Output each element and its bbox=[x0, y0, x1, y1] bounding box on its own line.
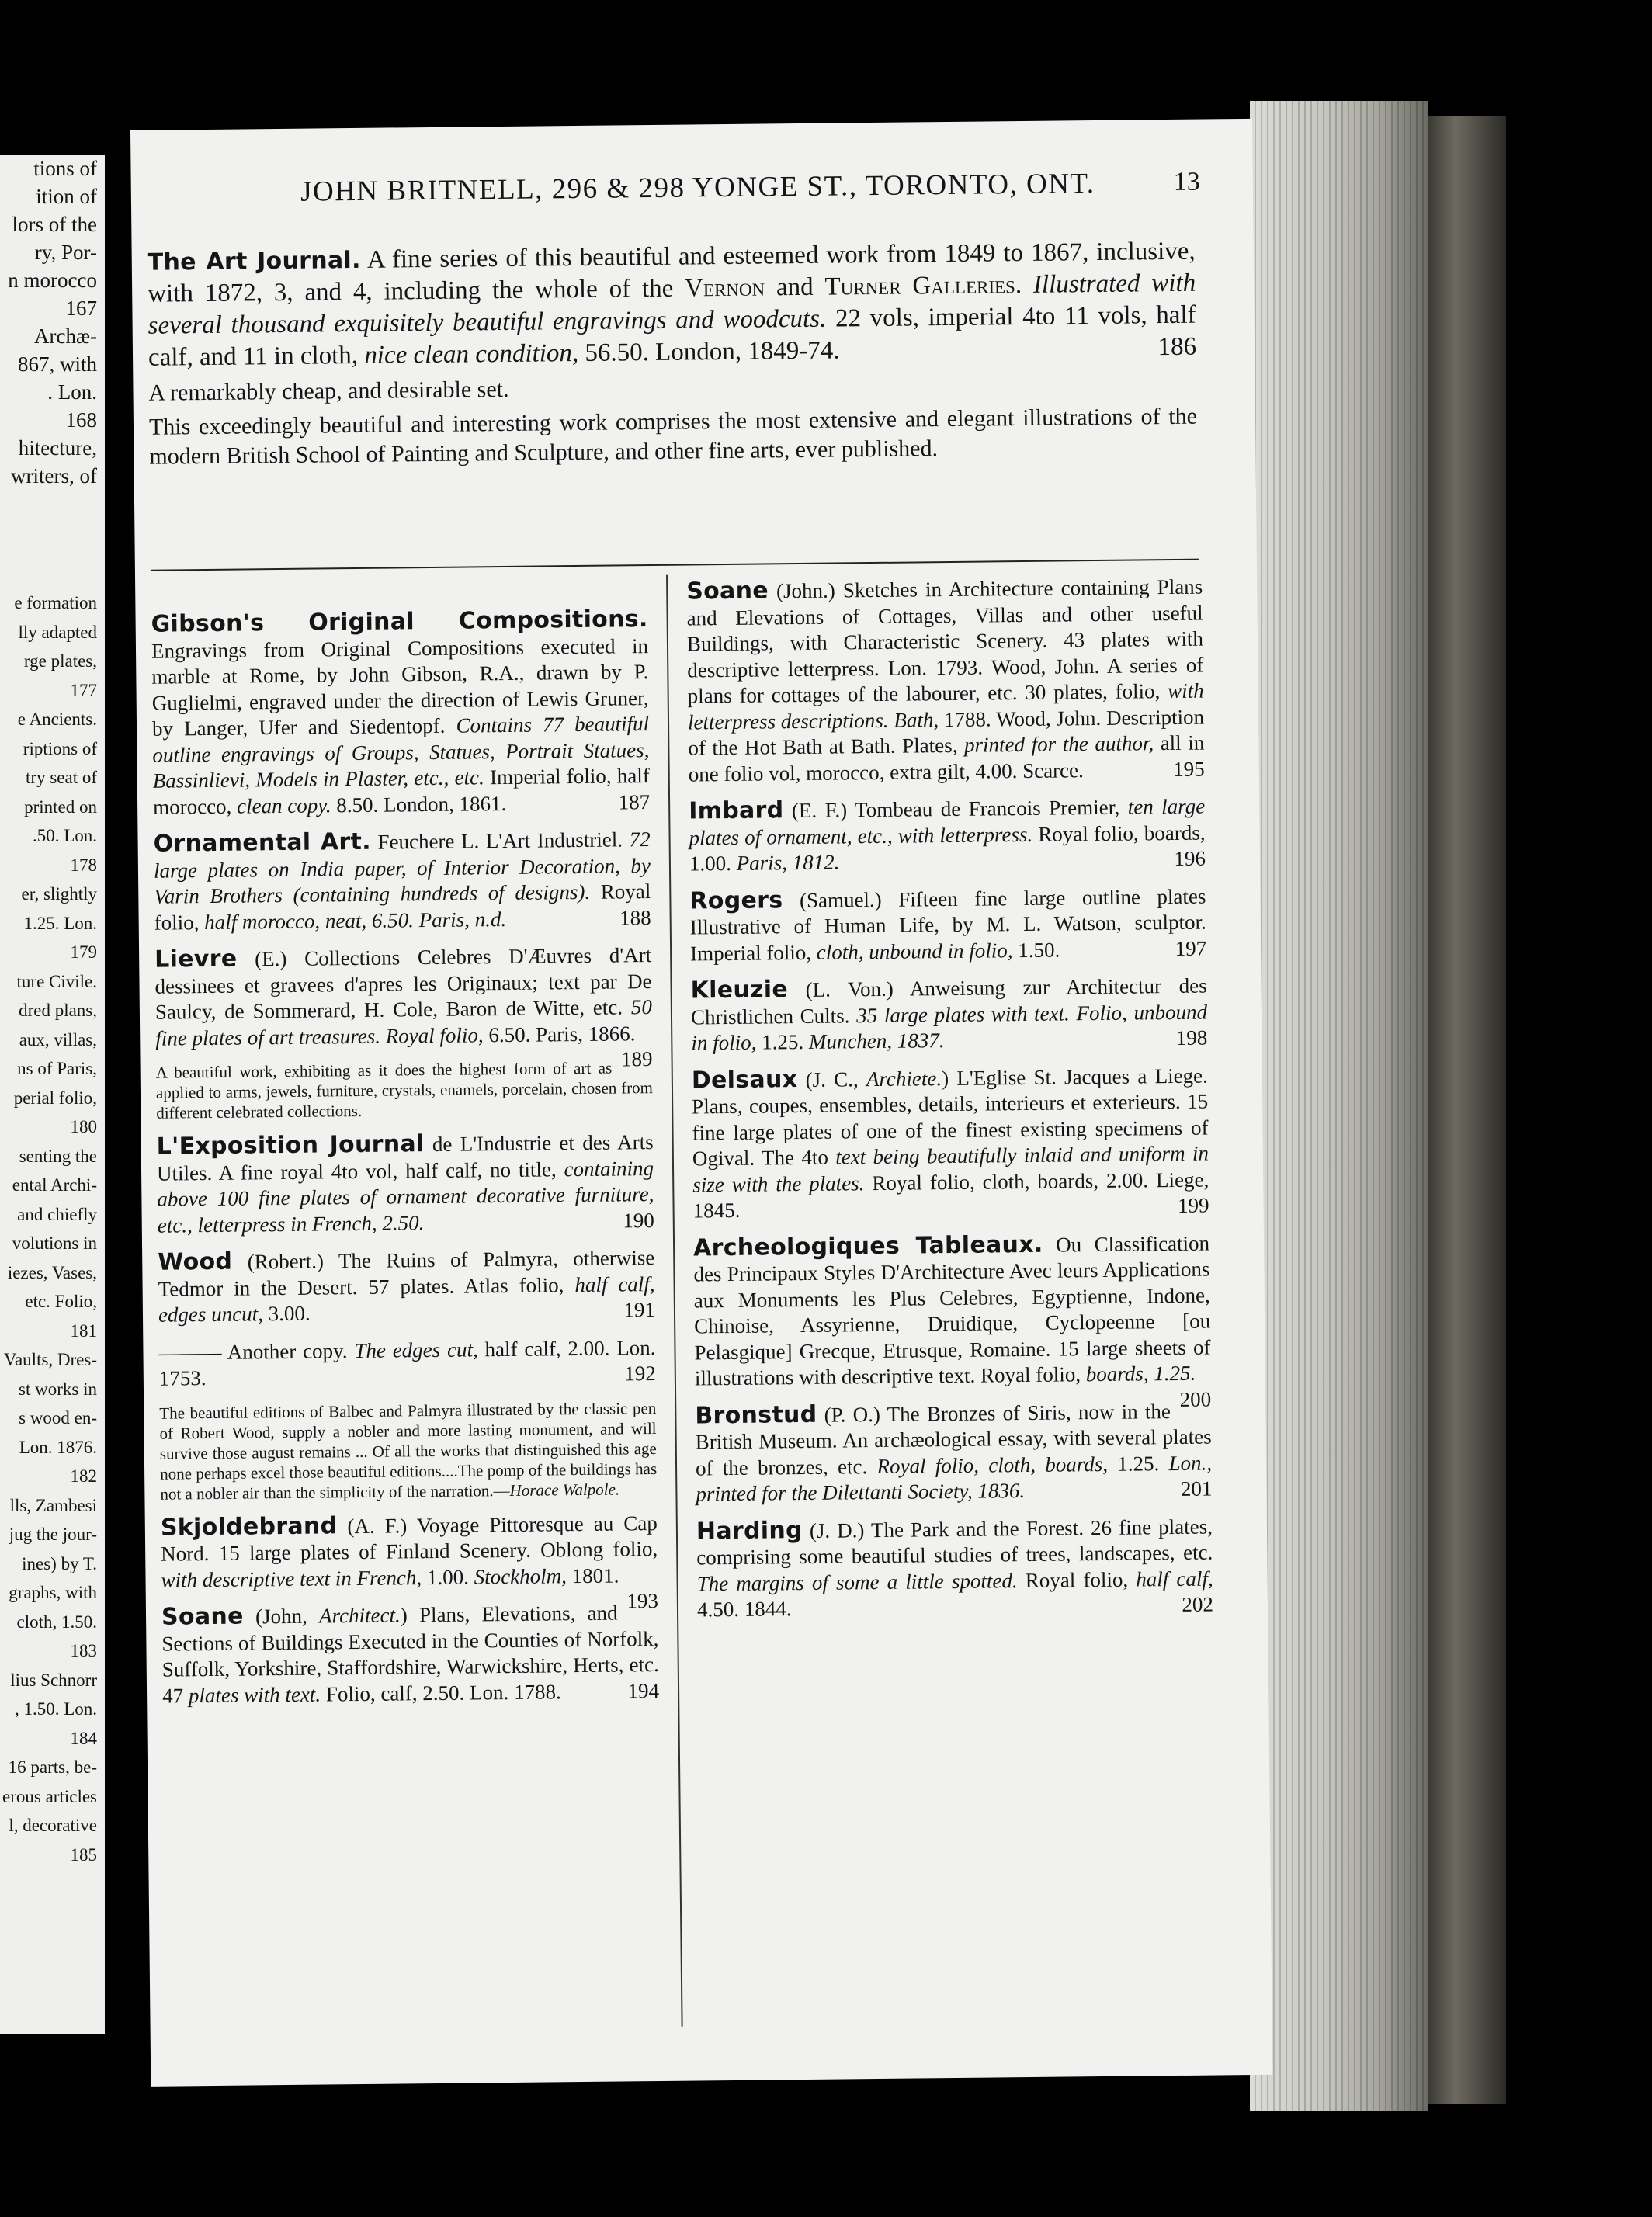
fragment-line: e Ancients. bbox=[17, 710, 97, 729]
fragment-line: ition of bbox=[36, 185, 97, 208]
lot-number: 190 bbox=[623, 1208, 654, 1232]
previous-page-fragment bbox=[0, 155, 105, 2034]
entry-note bbox=[159, 1397, 657, 1504]
catalogue-entry bbox=[689, 793, 1206, 877]
fragment-line: dred plans, bbox=[19, 1001, 97, 1020]
entry-heading: Harding bbox=[696, 1516, 803, 1545]
right-column bbox=[686, 574, 1213, 1634]
lead-entry bbox=[148, 236, 1198, 472]
fragment-line: 177 bbox=[70, 680, 97, 700]
entry-text: 1.00. bbox=[422, 1564, 474, 1589]
entry-text: 1.50. bbox=[1012, 938, 1060, 962]
lot-number: 198 bbox=[1175, 1025, 1208, 1050]
entry-heading: Archeologiques Tableaux. bbox=[692, 1230, 1043, 1261]
fragment-line: er, slightly bbox=[21, 884, 97, 904]
fragment-line: 181 bbox=[70, 1320, 97, 1341]
lot-number: 192 bbox=[624, 1362, 656, 1386]
entry-text: 35 large plates with text. Folio, unbound in folio, bbox=[691, 1000, 1208, 1055]
entry-text: clean copy. bbox=[236, 793, 331, 818]
note-text: A beautiful work, exhibiting as it does the highest form of art as applied to arms, jewels, furniture, crystals, enamels, porcelain, chosen from different celebrated collections. bbox=[155, 1058, 654, 1122]
fragment-line: ines) by T. bbox=[22, 1553, 97, 1573]
fragment-line: aux, villas, bbox=[19, 1029, 97, 1050]
lot-number: 201 bbox=[1180, 1476, 1213, 1501]
entry-text: (Samuel.) Fifteen fine large outline plates Illustrative of Human Life, by M. L. Watson, sculptor. Imperial folio, bbox=[689, 884, 1206, 966]
catalogue-entry bbox=[151, 606, 650, 821]
entry-text: Illustrated with several thousand exquisitely beautiful engravings and woodcuts. bbox=[148, 269, 1196, 340]
entry-text: Feuchere L. L'Art Industriel. bbox=[370, 827, 630, 854]
entry-text: nice clean condition bbox=[364, 339, 573, 370]
entry-text: Paris, 1812. bbox=[736, 850, 840, 875]
fragment-line: 1.25. Lon. bbox=[23, 913, 97, 933]
entry-text: 1.25. bbox=[756, 1029, 810, 1054]
entry-heading: The Art Journal. bbox=[147, 246, 361, 276]
catalogue-entry bbox=[689, 883, 1206, 966]
fragment-line: perial folio, bbox=[13, 1088, 97, 1108]
fragment-line: , 1.50. Lon. bbox=[14, 1699, 97, 1719]
catalogue-entry bbox=[692, 1230, 1212, 1411]
entry-text: half morocco, neat, 6.50. Paris, n.d. bbox=[204, 907, 507, 934]
entry-note: A remarkably cheap, and desirable set. bbox=[148, 376, 509, 406]
fragment-line: Vaults, Dres- bbox=[3, 1350, 97, 1369]
fragment-line: ental Archi- bbox=[12, 1175, 97, 1195]
entry-text: 1788. Wood, John. Description of the Hot Bath at Bath. Plates, bbox=[688, 705, 1205, 760]
entry-heading: L'Exposition Journal bbox=[156, 1130, 425, 1161]
entry-text: (J. C., bbox=[797, 1067, 867, 1091]
entry-note bbox=[156, 1057, 654, 1123]
entry-text: half calf, 2.00. Lon. 1753. bbox=[158, 1335, 656, 1390]
entry-text: Folio, calf, 2.50. Lon. 1788. bbox=[320, 1679, 561, 1706]
fragment-line: 182 bbox=[70, 1466, 97, 1486]
fragment-line: cloth, 1.50. bbox=[16, 1612, 97, 1632]
fragment-line: 185 bbox=[70, 1844, 97, 1865]
entry-text: Royal folio, bbox=[154, 880, 651, 935]
entry-text: Ou Classification des Principaux Styles D'Architecture Avec leurs Applications aux Monuments les Plus Celebres, Egyptienne, Indone, Chinoise, Assyrienne, Druidique, Cyclopeenne [ou Pelasgique] Grecque, Etrusque, Romaine. 15 large sheets of illustrations with descriptive text. Royal folio, bbox=[693, 1231, 1211, 1390]
note-text: The beautiful editions of Balbec and Palmyra illustrated by the classic pen of Robert Wood, supply a nobler and more lasting monument, and will survive those august remains ... Of all the works that distinguished this age none perhaps excel those beautiful editions....The pomp of the buildings has not a nobler air than the simplicity of the narration.— bbox=[159, 1398, 658, 1504]
fragment-line: lius Schnorr bbox=[10, 1670, 97, 1690]
entry-text: Imperial folio, half morocco, bbox=[152, 764, 650, 819]
fragment-line: 179 bbox=[70, 942, 97, 962]
fragment-line: Archæ- bbox=[34, 324, 97, 348]
book-spine bbox=[1428, 116, 1506, 2104]
lot-number: 193 bbox=[626, 1588, 659, 1613]
fragment-line: 180 bbox=[70, 1117, 97, 1136]
fragment-line: lls, Zambesi bbox=[9, 1495, 97, 1515]
lot-number: 199 bbox=[1177, 1193, 1210, 1217]
catalogue-entry bbox=[153, 826, 651, 936]
entry-text: (L. Von.) Anweisung zur Architectur des Christlichen Cults. bbox=[690, 973, 1207, 1029]
catalogue-entry bbox=[686, 574, 1205, 788]
entry-text: A fine series of this beautiful and esteemed work from 1849 to 1867, inclusive, with 1872, 3, and 4, including the whole of the bbox=[148, 237, 1196, 308]
entry-text: ——— Another copy. bbox=[158, 1338, 355, 1365]
fragment-line: hitecture, bbox=[18, 436, 97, 460]
entry-heading: Ornamental Art. bbox=[153, 827, 372, 858]
fragment-line: erous articles bbox=[2, 1786, 97, 1806]
fragment-line: try seat of bbox=[26, 768, 97, 787]
fragment-line: .50. Lon. bbox=[32, 826, 97, 845]
entry-text: (J. D.) The Park and the Forest. 26 fine plates, comprising some beautiful studies of trees, landscapes, etc. bbox=[696, 1514, 1213, 1570]
entry-text: 8.50. London, 1861. bbox=[331, 791, 507, 817]
entry-text: and bbox=[764, 272, 825, 302]
entry-text: 1801. bbox=[566, 1563, 620, 1587]
fragment-line: 16 parts, be- bbox=[8, 1757, 97, 1777]
entry-text: (John.) Sketches in Architecture containing Plans and Elevations of Cottages, Villas and other useful Buildings, with Characteristic Scenery. 43 plates with descriptive letterpress. Lon. 1793. Wood, John. A series of plans for cottages of the labourer, etc. 30 plates, folio, bbox=[686, 574, 1204, 708]
entry-heading: Gibson's Original Compositions. bbox=[151, 605, 648, 638]
entry-heading: Kleuzie bbox=[690, 976, 789, 1004]
entry-heading: Wood bbox=[158, 1247, 233, 1276]
entry-text: (E.) Collections Celebres D'Æuvres d'Art dessinees et gravees d'apres les Originaux; text par De Saulcy, de Sommerard, H. Cole, Baron de Witte, etc. bbox=[154, 943, 652, 1024]
entry-text: Royal folio, bbox=[1017, 1567, 1137, 1592]
entry-text: ) Plans, Elevations, and Sections of Buildings Executed in the Counties of Norfolk, Suffolk, Yorkshire, Staffordshire, Warwickshire, Herts, etc. 47 bbox=[161, 1601, 659, 1708]
fragment-line: 168 bbox=[65, 408, 97, 432]
entry-text: The edges cut, bbox=[354, 1337, 478, 1362]
fragment-line: 183 bbox=[70, 1641, 97, 1660]
entry-text: containing above 100 fine plates of ornament decorative furniture, etc., letterpress in French, 2.50. bbox=[157, 1156, 654, 1237]
note-author: Horace Walpole. bbox=[509, 1479, 620, 1500]
entry-text: (P. O.) The Bronzes of Siris, now in the British Museum. An archæological essay, with several plates of the bronzes, etc. bbox=[695, 1399, 1212, 1480]
catalogue-entry bbox=[158, 1244, 655, 1328]
entry-text: plates with text. bbox=[188, 1682, 321, 1707]
fragment-line: lors of the bbox=[12, 213, 97, 236]
lot-number: 191 bbox=[623, 1298, 656, 1322]
catalogue-page bbox=[130, 119, 1272, 2087]
entry-text: 3.00. bbox=[262, 1301, 311, 1326]
entry-heading: Lievre bbox=[154, 945, 238, 973]
entry-text: 72 large plates on India paper, of Interior Decoration, by Varin Brothers (containing hundreds of designs). bbox=[153, 827, 651, 908]
fragment-line: and chiefly bbox=[17, 1204, 97, 1224]
catalogue-entry bbox=[695, 1397, 1212, 1507]
lot-number: 196 bbox=[1174, 846, 1206, 870]
column-divider bbox=[666, 575, 683, 2027]
catalogue-entry bbox=[690, 973, 1207, 1056]
entry-heading: Rogers bbox=[689, 886, 783, 915]
running-head: JOHN BRITNELL, 296 & 298 YONGE ST., TORONTO, ONT. bbox=[300, 167, 1095, 208]
entry-text: Munchen, 1837. bbox=[808, 1029, 945, 1053]
entry-text: printed for the author, bbox=[963, 731, 1154, 757]
catalogue-entry bbox=[696, 1513, 1213, 1623]
entry-text: 4.50. 1844. bbox=[696, 1597, 792, 1622]
entry-text: , 56.50. London, 1849-74. bbox=[571, 336, 840, 368]
lot-number: 202 bbox=[1182, 1592, 1214, 1616]
entry-text: cloth, unbound in folio, bbox=[816, 938, 1013, 964]
fragment-line: s wood en- bbox=[19, 1408, 97, 1428]
entry-text: (Robert.) The Ruins of Palmyra, otherwise Tedmor in the Desert. 57 plates. Atlas folio, bbox=[158, 1246, 655, 1301]
fragment-line: l, decorative bbox=[9, 1816, 97, 1835]
catalogue-entry bbox=[692, 1062, 1210, 1224]
fragment-line: n morocco bbox=[8, 269, 97, 292]
fragment-line: st works in bbox=[19, 1379, 97, 1399]
entry-text: (John, bbox=[243, 1604, 320, 1629]
lot-number: 195 bbox=[1173, 757, 1205, 781]
entry-text: half calf, edges uncut, bbox=[158, 1272, 655, 1327]
fragment-line: ry, Por- bbox=[34, 241, 97, 264]
lot-number: 189 bbox=[620, 1047, 653, 1071]
entry-text: half calf, bbox=[1136, 1566, 1213, 1591]
catalogue-entry bbox=[158, 1334, 656, 1393]
fragment-line: jug the jour- bbox=[9, 1525, 97, 1544]
fragment-line: ture Civile. bbox=[16, 971, 97, 991]
entry-text: de L'Industrie et des Arts Utiles. A fine royal 4to vol, half calf, no title, bbox=[156, 1130, 654, 1185]
entry-text: Lon., printed for the Dilettanti Society, 1836. bbox=[696, 1451, 1213, 1506]
entry-text: with descriptive text in French, bbox=[161, 1565, 422, 1592]
entry-text: 6.50. Paris, 1866. bbox=[483, 1021, 636, 1046]
lot-number: 188 bbox=[619, 905, 651, 929]
section-rule bbox=[151, 559, 1199, 571]
entry-note: This exceedingly beautiful and interesting work comprises the most extensive and elegant illustrations of the modern British School of Painting and Sculpture, and other fine arts, ever published. bbox=[148, 403, 1198, 470]
fragment-line: 184 bbox=[70, 1728, 97, 1748]
entry-text: Stockholm, bbox=[474, 1563, 567, 1588]
entry-heading: Soane bbox=[161, 1602, 244, 1631]
catalogue-entry bbox=[160, 1509, 659, 1613]
entry-heading: Bronstud bbox=[695, 1400, 817, 1429]
entry-text: 22 vols, imperial 4to 11 vols, half calf, and 11 in cloth, bbox=[148, 300, 1196, 372]
entry-text: (A. F.) Voyage Pittoresque au Cap Nord. 15 large plates of Finland Scenery. Oblong folio, bbox=[161, 1511, 658, 1566]
entry-text: boards, 1.25. bbox=[1085, 1361, 1196, 1386]
catalogue-entry bbox=[161, 1599, 659, 1709]
fragment-line: e formation bbox=[14, 593, 97, 612]
fragment-line: 178 bbox=[70, 855, 97, 875]
fragment-line: . Lon. bbox=[47, 380, 97, 404]
page-number: 13 bbox=[1173, 167, 1200, 196]
entry-text: (E. F.) Tombeau de Francois Premier, bbox=[783, 795, 1128, 823]
entry-text: 50 fine plates of art treasures. Royal folio, bbox=[155, 995, 653, 1050]
fragment-line: 867, with bbox=[17, 352, 97, 376]
entry-text: Royal folio, cloth, boards, bbox=[876, 1452, 1109, 1478]
entry-text: Archiete. bbox=[866, 1066, 942, 1091]
entry-text: text being beautifully inlaid and uniform in size with the plates. bbox=[692, 1141, 1210, 1196]
entry-text: with letterpress descriptions. Bath, bbox=[687, 678, 1204, 734]
fragment-line: etc. Folio, bbox=[25, 1292, 97, 1311]
lot-number: 194 bbox=[627, 1678, 660, 1702]
fragment-line: 167 bbox=[65, 297, 97, 320]
entry-heading: Delsaux bbox=[691, 1065, 798, 1094]
fragment-line: tions of bbox=[33, 157, 97, 180]
lot-number: 200 bbox=[1179, 1387, 1212, 1411]
lot-number: 197 bbox=[1175, 936, 1207, 960]
entry-text: all in one folio vol, morocco, extra gilt, 4.00. Scarce. bbox=[688, 730, 1205, 786]
entry-text: Vernon bbox=[684, 273, 765, 303]
fragment-line: ns of Paris, bbox=[17, 1059, 97, 1078]
fragment-line: iezes, Vases, bbox=[7, 1262, 97, 1282]
fragment-line: writers, of bbox=[11, 464, 97, 487]
entry-heading: Skjoldebrand bbox=[160, 1511, 338, 1542]
page-edges bbox=[1250, 101, 1428, 2111]
fragment-line: printed on bbox=[24, 796, 97, 817]
entry-text: Contains 77 beautiful outline engravings of Groups, Statues, Portrait Statues, Bassinlievi, Models in Plaster, etc., etc. bbox=[152, 712, 650, 793]
fragment-line: senting the bbox=[19, 1146, 97, 1166]
entry-text: ten large plates of ornament, etc., with letterpress. bbox=[689, 794, 1206, 850]
fragment-line: rge plates, bbox=[23, 651, 97, 671]
entry-text: The margins of some a little spotted. bbox=[696, 1568, 1018, 1595]
lot-number: 187 bbox=[618, 789, 651, 814]
catalogue-entry bbox=[157, 1129, 654, 1239]
fragment-line: lly adapted bbox=[18, 622, 97, 642]
entry-text: Engravings from Original Compositions executed in marble at Rome, by John Gibson, R.A., drawn by P. Guglielmi, engraved under the direction of Lewis Gruner, by Langer, Ufer and Siedentopf. bbox=[151, 633, 649, 741]
entry-heading: Soane bbox=[686, 577, 769, 605]
catalogue-entry bbox=[154, 942, 653, 1071]
entry-text: Architect. bbox=[318, 1603, 401, 1628]
entry-text: Royal folio, cloth, boards, 2.00. Liege, 1845. bbox=[692, 1167, 1210, 1223]
entry-text: Turner Galleries. bbox=[824, 270, 1022, 301]
entry-text: 1.25. bbox=[1107, 1451, 1169, 1476]
fragment-line: Lon. 1876. bbox=[19, 1437, 97, 1457]
lot-number: 186 bbox=[1157, 332, 1197, 362]
left-column bbox=[151, 606, 659, 1720]
entry-text: Royal folio, boards, 1.00. bbox=[689, 821, 1206, 876]
fragment-line: riptions of bbox=[23, 738, 97, 758]
entry-text: ) L'Eglise St. Jacques a Liege. Plans, coupes, ensembles, details, interieurs et exterieurs. 15 fine large plates of one of the finest existing specimens of Ogival. The 4to bbox=[692, 1063, 1209, 1171]
fragment-line: volutions in bbox=[12, 1233, 97, 1253]
entry-heading: Imbard bbox=[689, 796, 784, 825]
fragment-line: graphs, with bbox=[9, 1583, 97, 1602]
